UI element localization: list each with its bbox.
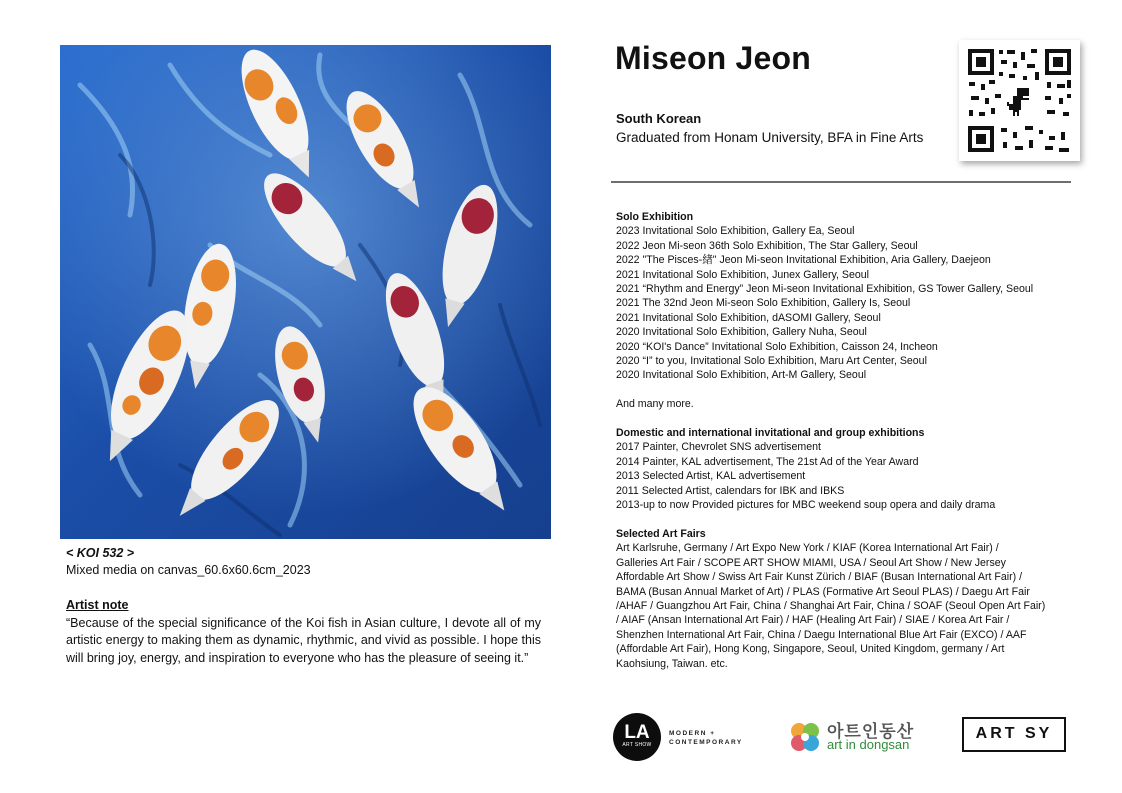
la-sub: ART SHOW [622, 742, 652, 748]
artwork-title: < KOI 532 > [66, 546, 135, 560]
header-divider [611, 181, 1071, 183]
art-fairs-line: Affordable Art Show / Swiss Art Fair Kunst Zürich / BIAF (Busan International Art Fair) / [616, 571, 1023, 584]
koi-painting-image [60, 45, 551, 539]
la-text-line-1: MODERN + [669, 730, 716, 737]
solo-exhibition-item: 2021 Invitational Solo Exhibition, Junex Gallery, Seoul [616, 268, 870, 281]
art-in-dongsan-korean: 아트인동산 [827, 722, 915, 741]
solo-exhibition-item: 2020 “I” to you, Invitational Solo Exhibition, Maru Art Center, Seoul [616, 355, 927, 368]
art-fairs-line: /AHAF / Guangzhou Art Fair, China / Shanghai Art Fair, China / SOAF (Seoul Open Art Fair) [616, 599, 1046, 612]
artwork-painting [60, 45, 551, 539]
solo-exhibition-heading: Solo Exhibition [616, 211, 694, 223]
group-exhibition-item: 2013 Selected Artist, KAL advertisement [616, 470, 806, 483]
la-art-show-logo[interactable] [613, 713, 661, 761]
group-exhibition-item: 2014 Painter, KAL advertisement, The 21st Ad of the Year Award [616, 455, 919, 468]
art-fairs-line: Art Karlsruhe, Germany / Art Expo New York / KIAF (Korea International Art Fair) / [616, 542, 999, 555]
artist-nationality: South Korean [616, 111, 702, 126]
artist-name: Miseon Jeon [615, 40, 812, 76]
art-fairs-heading: Selected Art Fairs [616, 527, 706, 540]
artsy-logo[interactable]: ART SY [962, 717, 1066, 752]
la-mark: LA [624, 722, 650, 743]
art-fairs-line: BAMA (Busan Annual Market of Art) / PLAS (Formative Art Seoul PLAS) / Daegu Art Fair [616, 585, 1030, 598]
solo-exhibition-item: 2021 “Rhythm and Energy” Jeon Mi-seon Invitational Exhibition, GS Tower Gallery, Seoul [616, 283, 1034, 296]
group-exhibition-item: 2013-up to now Provided pictures for MBC weekend soup opera and daily drama [616, 499, 996, 512]
qr-code[interactable] [959, 40, 1080, 161]
art-fairs-line: Shenzhen International Art Fair, China / Daegu International Blue Art Fair (EXCO) / AAF [616, 628, 1027, 641]
solo-exhibition-item: 2020 Invitational Solo Exhibition, Art-M Gallery, Seoul [616, 369, 867, 382]
art-fairs-line: / AIAF (Ansan International Art Fair) / HAF (Healing Art Fair) / SIAE / Korea Art Fair / [616, 614, 1010, 627]
art-fairs-line: Kaohsiung, Taiwan. etc. [616, 657, 728, 670]
artwork-details: Mixed media on canvas_60.6x60.6cm_2023 [66, 563, 311, 577]
artist-note-text: “Because of the special significance of the Koi fish in Asian culture, I devote all of my artistic energy to making them as dynamic, rhythmic, and vivid as possible. I hope this will bring joy, energy, and inspiration to everyone who has the pleasure of seeing it.” [66, 615, 541, 665]
la-text-line-2: CONTEMPORARY [669, 739, 743, 746]
cv-section [616, 210, 1076, 671]
artist-education: Graduated from Honam University, BFA in Fine Arts [616, 130, 924, 145]
solo-exhibition-item: 2022 "The Pisces-緖" Jeon Mi-seon Invitational Exhibition, Aria Gallery, Daejeon [616, 254, 991, 267]
solo-exhibition-item: 2021 Invitational Solo Exhibition, dASOMI Gallery, Seoul [616, 311, 881, 324]
solo-exhibition-item: 2020 Invitational Solo Exhibition, Gallery Nuha, Seoul [616, 326, 867, 339]
art-fairs-line: Galleries Art Fair / SCOPE ART SHOW MIAMI, USA / Seoul Art Show / New Jersey [616, 556, 1006, 569]
solo-exhibition-item: 2022 Jeon Mi-seon 36th Solo Exhibition, The Star Gallery, Seoul [616, 239, 918, 252]
art-in-dongsan-icon[interactable] [788, 720, 822, 754]
artist-note-heading: Artist note [66, 598, 129, 612]
partner-logos [0, 710, 1122, 770]
group-exhibition-item: 2011 Selected Artist, calendars for IBK and IBKS [616, 484, 845, 497]
solo-exhibition-item: 2020 “KOI's Dance” Invitational Solo Exhibition, Caisson 24, Incheon [616, 340, 938, 353]
la-art-show-text [669, 729, 743, 747]
artist-note [66, 597, 541, 667]
solo-exhibition-item: 2023 Invitational Solo Exhibition, Gallery Ea, Seoul [616, 225, 855, 238]
group-exhibition-heading: Domestic and international invitational and group exhibitions [616, 427, 925, 440]
art-fairs-line: (Affordable Art Fair), Hong Kong, Singapore, Seoul, United Kingdom, germany / Art [616, 643, 1005, 656]
art-in-dongsan-english: art in dongsan [827, 737, 910, 752]
solo-exhibition-more: And many more. [616, 398, 694, 411]
group-exhibition-item: 2017 Painter, Chevrolet SNS advertisement [616, 441, 821, 454]
solo-exhibition-item: 2021 The 32nd Jeon Mi-seon Solo Exhibition, Gallery Is, Seoul [616, 297, 911, 310]
artwork-caption [66, 545, 546, 579]
qr-code-icon [959, 40, 1080, 161]
